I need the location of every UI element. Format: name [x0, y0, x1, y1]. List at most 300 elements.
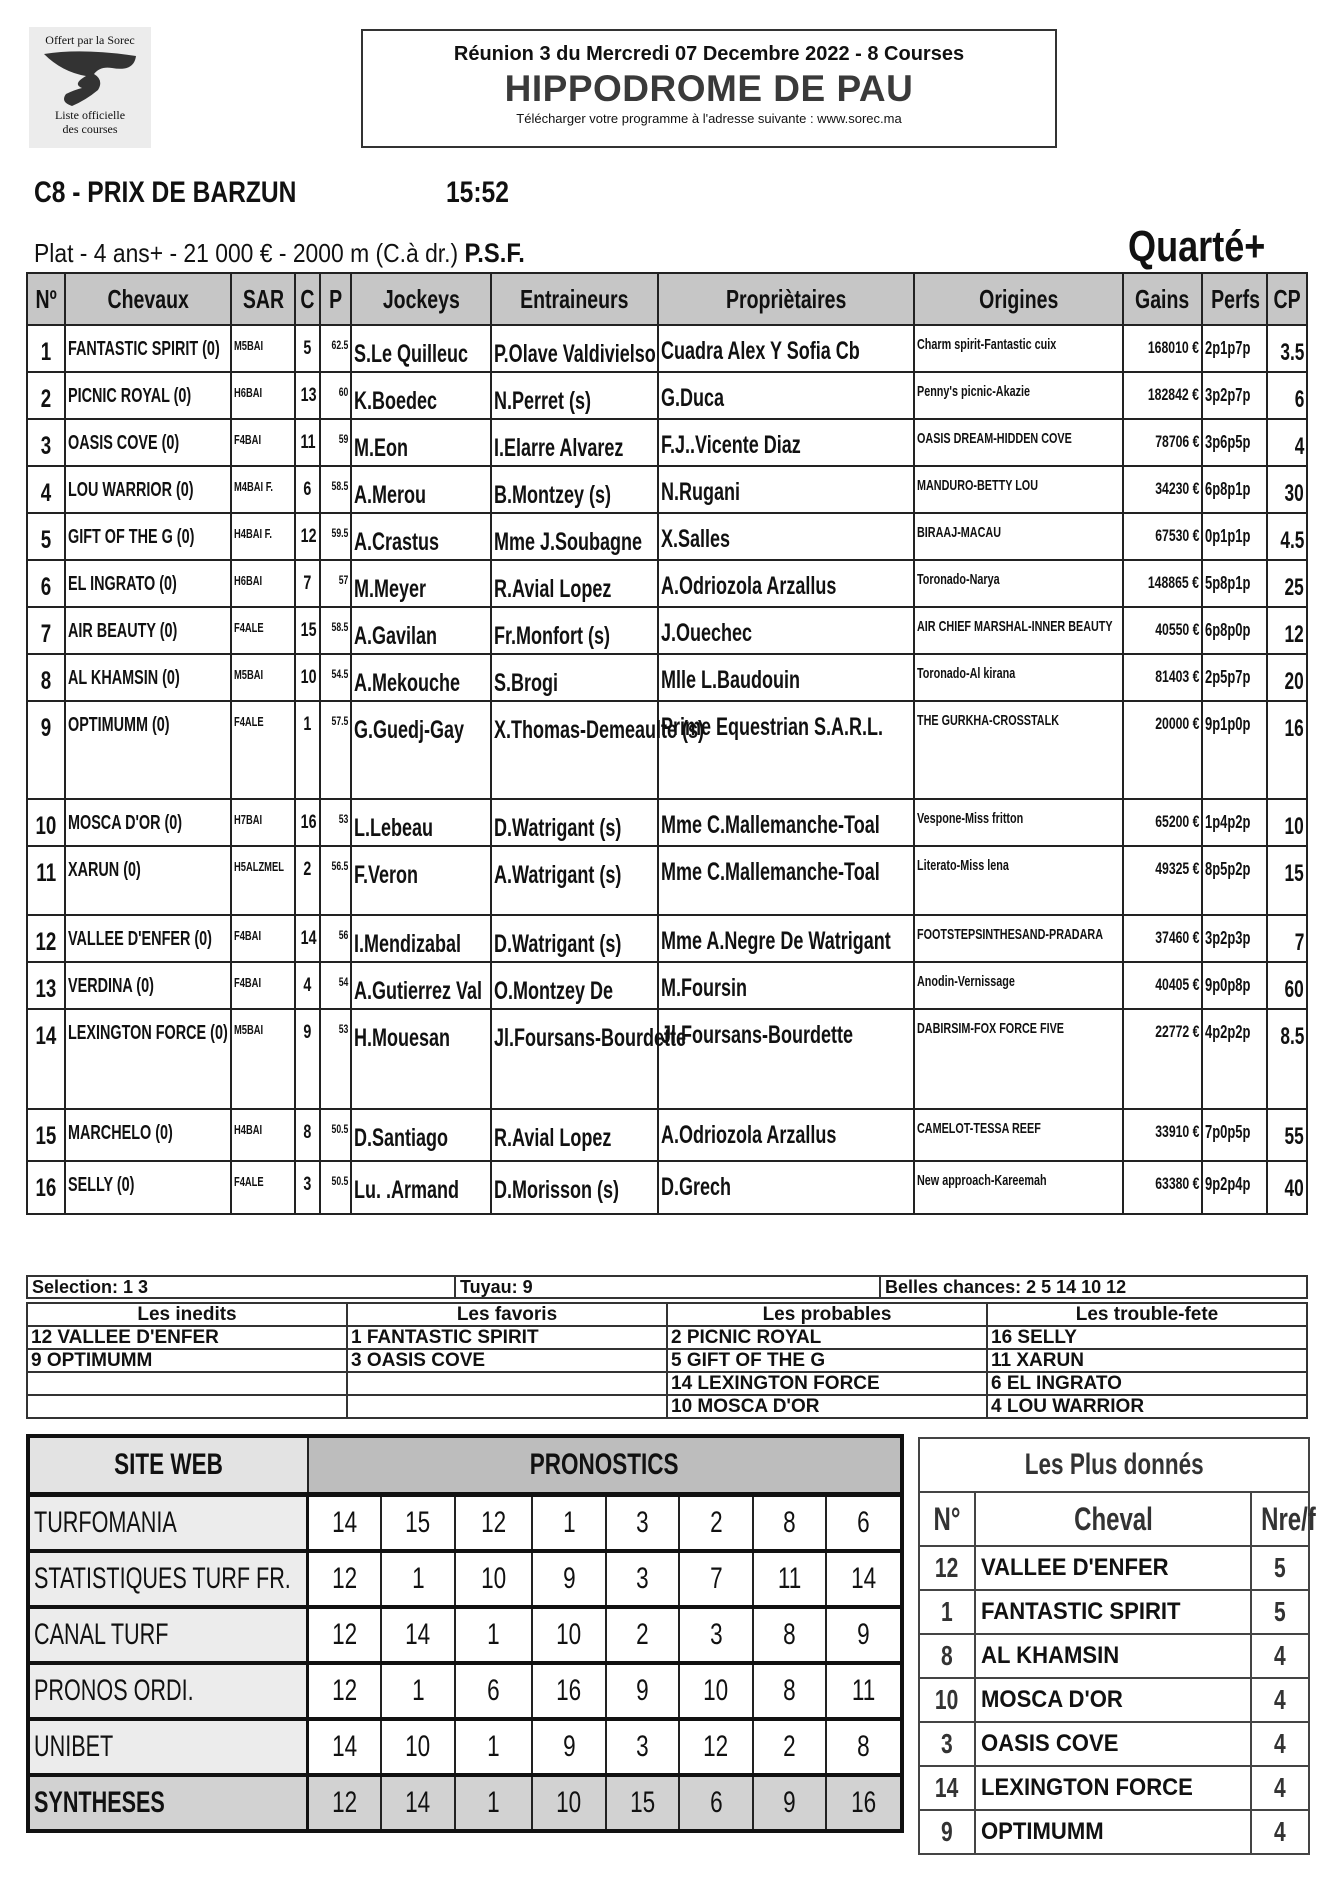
site-name: UNIBET: [28, 1719, 308, 1775]
category-inedits: Les inedits: [27, 1303, 347, 1326]
col-header-entraineurs: Entraineurs: [491, 273, 658, 325]
plus-count: 4: [1251, 1810, 1309, 1854]
pick: 8: [753, 1607, 826, 1663]
performances: 6p8p1p: [1202, 466, 1267, 513]
track-condition: P.S.F.: [464, 238, 525, 268]
pick: 3: [679, 1607, 752, 1663]
horse-name: AIR BEAUTY (0): [65, 607, 231, 654]
jockey-name: A.Crastus: [351, 513, 491, 560]
category-cell: 16 SELLY: [987, 1326, 1307, 1349]
trainer-name: P.Olave Valdivielso: [491, 325, 658, 372]
runner-row: [27, 1109, 1307, 1161]
sar-value: M5BAI: [231, 1009, 295, 1109]
categories-table: [26, 1302, 1308, 1419]
performances: 9p0p8p: [1202, 962, 1267, 1009]
plus-horse: FANTASTIC SPIRIT: [975, 1590, 1251, 1634]
horse-name: OASIS COVE (0): [65, 419, 231, 466]
horse-name: FANTASTIC SPIRIT (0): [65, 325, 231, 372]
corde-value: 15: [295, 607, 320, 654]
earnings: 40550 €: [1123, 607, 1202, 654]
performances: 6p8p0p: [1202, 607, 1267, 654]
horse-name: AL KHAMSIN (0): [65, 654, 231, 701]
logo-bottom-text-2: des courses: [62, 122, 118, 136]
runner-number: 9: [27, 701, 65, 799]
corde-value: 7: [295, 560, 320, 607]
categories-row: [27, 1349, 1307, 1372]
category-cell: 9 OPTIMUMM: [27, 1349, 347, 1372]
course-time: 15:52: [446, 176, 509, 209]
jockey-name: L.Lebeau: [351, 799, 491, 846]
odds-cp: 4.5: [1267, 513, 1307, 560]
odds-cp: 40: [1267, 1161, 1307, 1214]
owner-name: Mlle L.Baudouin: [658, 654, 914, 701]
jockey-name: A.Mekouche: [351, 654, 491, 701]
earnings: 20000 €: [1123, 701, 1202, 799]
horse-name: OPTIMUMM (0): [65, 701, 231, 799]
horse-name: MARCHELO (0): [65, 1109, 231, 1161]
weight-value: 62.5: [320, 325, 351, 372]
trainer-name: B.Montzey (s): [491, 466, 658, 513]
performances: 8p5p2p: [1202, 846, 1267, 915]
horse-name: EL INGRATO (0): [65, 560, 231, 607]
pick: 12: [455, 1495, 533, 1552]
corde-value: 8: [295, 1109, 320, 1161]
performances: 3p2p7p: [1202, 372, 1267, 419]
owner-name: Mme C.Mallemanche-Toal: [658, 846, 914, 915]
odds-cp: 25: [1267, 560, 1307, 607]
jockey-name: K.Boedec: [351, 372, 491, 419]
horse-name: MOSCA D'OR (0): [65, 799, 231, 846]
pick: 3: [606, 1551, 679, 1607]
performances: 3p2p3p: [1202, 915, 1267, 962]
origins: OASIS DREAM-HIDDEN COVE: [914, 419, 1123, 466]
runner-number: 2: [27, 372, 65, 419]
earnings: 67530 €: [1123, 513, 1202, 560]
pick: 2: [753, 1719, 826, 1775]
sar-value: F4BAI: [231, 962, 295, 1009]
jockey-name: A.Gavilan: [351, 607, 491, 654]
categories-row: [27, 1326, 1307, 1349]
course-info: [34, 238, 525, 269]
weight-value: 59.5: [320, 513, 351, 560]
col-header-origines: Origines: [914, 273, 1123, 325]
sorec-logo: [29, 27, 151, 148]
plus-col-nref: Nre/f: [1251, 1492, 1309, 1546]
earnings: 40405 €: [1123, 962, 1202, 1009]
category-cell: 4 LOU WARRIOR: [987, 1395, 1307, 1418]
pronostic-row: [28, 1607, 902, 1663]
trainer-name: D.Watrigant (s): [491, 799, 658, 846]
plus-horse: OPTIMUMM: [975, 1810, 1251, 1854]
jockey-name: M.Meyer: [351, 560, 491, 607]
plus-count: 4: [1251, 1634, 1309, 1678]
runner-row: [27, 962, 1307, 1009]
runner-number: 6: [27, 560, 65, 607]
trainer-name: D.Watrigant (s): [491, 915, 658, 962]
horse-name: LEXINGTON FORCE (0): [65, 1009, 231, 1109]
pick: 9: [532, 1719, 605, 1775]
pronostic-row: [28, 1551, 902, 1607]
weight-value: 54: [320, 962, 351, 1009]
horse-name: VERDINA (0): [65, 962, 231, 1009]
sar-value: F4BAI: [231, 915, 295, 962]
owner-name: J.Ouechec: [658, 607, 914, 654]
category-cell: [347, 1372, 667, 1395]
origins: Vespone-Miss fritton: [914, 799, 1123, 846]
performances: 0p1p1p: [1202, 513, 1267, 560]
runner-number: 11: [27, 846, 65, 915]
plus-horse: AL KHAMSIN: [975, 1634, 1251, 1678]
plus-col-no: N°: [919, 1492, 975, 1546]
selection-text: Selection: 1 3: [27, 1276, 455, 1298]
pick: 14: [381, 1607, 454, 1663]
trainer-name: S.Brogi: [491, 654, 658, 701]
pick: 8: [753, 1663, 826, 1719]
corde-value: 2: [295, 846, 320, 915]
owner-name: G.Duca: [658, 372, 914, 419]
odds-cp: 3.5: [1267, 325, 1307, 372]
corde-value: 9: [295, 1009, 320, 1109]
pick: 11: [826, 1663, 902, 1719]
trainer-name: A.Watrigant (s): [491, 846, 658, 915]
pick: 12: [308, 1663, 381, 1719]
runner-row: [27, 372, 1307, 419]
pronostics-table: [26, 1434, 904, 1833]
runner-row: [27, 1009, 1307, 1109]
bet-type: Quarté+: [1128, 222, 1266, 271]
corde-value: 11: [295, 419, 320, 466]
runners-table: [26, 272, 1308, 1215]
performances: 2p1p7p: [1202, 325, 1267, 372]
pick: 9: [753, 1775, 826, 1831]
jockey-name: Lu. .Armand: [351, 1161, 491, 1214]
trainer-name: Mme J.Soubagne: [491, 513, 658, 560]
performances: 3p6p5p: [1202, 419, 1267, 466]
odds-cp: 10: [1267, 799, 1307, 846]
horse-name: PICNIC ROYAL (0): [65, 372, 231, 419]
origins: MANDURO-BETTY LOU: [914, 466, 1123, 513]
weight-value: 54.5: [320, 654, 351, 701]
col-header-c: C: [295, 273, 320, 325]
col-header-sar: SAR: [231, 273, 295, 325]
plus-number: 10: [919, 1678, 975, 1722]
weight-value: 50.5: [320, 1161, 351, 1214]
performances: 2p5p7p: [1202, 654, 1267, 701]
pick: 12: [308, 1551, 381, 1607]
logo-bottom-text-1: Liste officielle: [54, 108, 126, 122]
category-cell: 14 LEXINGTON FORCE: [667, 1372, 987, 1395]
pronostic-row: [28, 1775, 902, 1831]
odds-cp: 16: [1267, 701, 1307, 799]
runner-number: 3: [27, 419, 65, 466]
plus-number: 3: [919, 1722, 975, 1766]
site-name: TURFOMANIA: [28, 1495, 308, 1552]
table-header-row: [27, 273, 1307, 325]
origins: New approach-Kareemah: [914, 1161, 1123, 1214]
pick: 10: [381, 1719, 454, 1775]
odds-cp: 15: [1267, 846, 1307, 915]
weight-value: 58.5: [320, 607, 351, 654]
weight-value: 59: [320, 419, 351, 466]
origins: FOOTSTEPSINTHESAND-PRADARA: [914, 915, 1123, 962]
pronostic-row: [28, 1495, 902, 1552]
plus-number: 9: [919, 1810, 975, 1854]
owner-name: A.Odriozola Arzallus: [658, 560, 914, 607]
pick: 15: [381, 1495, 454, 1552]
corde-value: 5: [295, 325, 320, 372]
category-cell: [27, 1395, 347, 1418]
plus-number: 12: [919, 1546, 975, 1590]
col-header-no: Nº: [27, 273, 65, 325]
origins: Penny's picnic-Akazie: [914, 372, 1123, 419]
weight-value: 56: [320, 915, 351, 962]
categories-row: [27, 1395, 1307, 1418]
runner-row: [27, 560, 1307, 607]
runner-number: 14: [27, 1009, 65, 1109]
runner-row: [27, 466, 1307, 513]
categories-header-row: [27, 1303, 1307, 1326]
horse-name: LOU WARRIOR (0): [65, 466, 231, 513]
trainer-name: O.Montzey De: [491, 962, 658, 1009]
jockey-name: H.Mouesan: [351, 1009, 491, 1109]
plus-donnes-row: [919, 1766, 1309, 1810]
corde-value: 6: [295, 466, 320, 513]
pick: 6: [826, 1495, 902, 1552]
trainer-name: R.Avial Lopez: [491, 1109, 658, 1161]
jockey-name: A.Merou: [351, 466, 491, 513]
sar-value: H6BAI: [231, 560, 295, 607]
odds-cp: 6: [1267, 372, 1307, 419]
trainer-name: I.Elarre Alvarez: [491, 419, 658, 466]
plus-horse: OASIS COVE: [975, 1722, 1251, 1766]
trainer-name: Jl.Foursans-Bourdette: [491, 1009, 658, 1109]
pick: 10: [679, 1663, 752, 1719]
sar-value: H5ALZMEL: [231, 846, 295, 915]
pick: 1: [455, 1719, 533, 1775]
performances: 1p4p2p: [1202, 799, 1267, 846]
owner-name: D.Grech: [658, 1161, 914, 1214]
plus-count: 4: [1251, 1722, 1309, 1766]
jockey-name: A.Gutierrez Val: [351, 962, 491, 1009]
sar-value: M5BAI: [231, 325, 295, 372]
origins: CAMELOT-TESSA REEF: [914, 1109, 1123, 1161]
earnings: 65200 €: [1123, 799, 1202, 846]
belles-chances-text: Belles chances: 2 5 14 10 12: [880, 1276, 1307, 1298]
performances: 4p2p2p: [1202, 1009, 1267, 1109]
sar-value: H7BAI: [231, 799, 295, 846]
category-favoris: Les favoris: [347, 1303, 667, 1326]
performances: 9p1p0p: [1202, 701, 1267, 799]
category-cell: 6 EL INGRATO: [987, 1372, 1307, 1395]
pick: 9: [606, 1663, 679, 1719]
jockey-name: I.Mendizabal: [351, 915, 491, 962]
earnings: 22772 €: [1123, 1009, 1202, 1109]
horse-name: SELLY (0): [65, 1161, 231, 1214]
plus-donnes-title: Les Plus donnés: [919, 1438, 1309, 1492]
plus-donnes-row: [919, 1722, 1309, 1766]
pick: 8: [753, 1495, 826, 1552]
corde-value: 4: [295, 962, 320, 1009]
course-conditions: Plat - 4 ans+ - 21 000 € - 2000 m (C.à dr.): [34, 238, 459, 268]
odds-cp: 60: [1267, 962, 1307, 1009]
category-cell: 5 GIFT OF THE G: [667, 1349, 987, 1372]
runner-row: [27, 915, 1307, 962]
plus-donnes-row: [919, 1546, 1309, 1590]
col-header-chevaux: Chevaux: [65, 273, 231, 325]
runner-number: 16: [27, 1161, 65, 1214]
corde-value: 1: [295, 701, 320, 799]
runner-row: [27, 513, 1307, 560]
weight-value: 57: [320, 560, 351, 607]
weight-value: 60: [320, 372, 351, 419]
horse-name: XARUN (0): [65, 846, 231, 915]
runner-row: [27, 1161, 1307, 1214]
earnings: 148865 €: [1123, 560, 1202, 607]
pronostic-row: [28, 1719, 902, 1775]
runner-row: [27, 325, 1307, 372]
pick: 10: [532, 1775, 605, 1831]
pick: 2: [606, 1607, 679, 1663]
site-web-header: SITE WEB: [28, 1436, 308, 1495]
owner-name: N.Rugani: [658, 466, 914, 513]
category-cell: [27, 1372, 347, 1395]
sar-value: H6BAI: [231, 372, 295, 419]
pick: 3: [606, 1719, 679, 1775]
pick: 2: [679, 1495, 752, 1552]
pick: 8: [826, 1719, 902, 1775]
owner-name: F.J..Vicente Diaz: [658, 419, 914, 466]
weight-value: 57.5: [320, 701, 351, 799]
runner-number: 13: [27, 962, 65, 1009]
plus-number: 1: [919, 1590, 975, 1634]
pick: 14: [381, 1775, 454, 1831]
performances: 9p2p4p: [1202, 1161, 1267, 1214]
pick: 16: [826, 1775, 902, 1831]
earnings: 168010 €: [1123, 325, 1202, 372]
weight-value: 53: [320, 1009, 351, 1109]
jockey-name: D.Santiago: [351, 1109, 491, 1161]
origins: Charm spirit-Fantastic cuix: [914, 325, 1123, 372]
pick: 15: [606, 1775, 679, 1831]
runner-row: [27, 419, 1307, 466]
runner-number: 1: [27, 325, 65, 372]
pick: 9: [532, 1551, 605, 1607]
runner-number: 12: [27, 915, 65, 962]
owner-name: Prime Equestrian S.A.R.L.: [658, 701, 914, 799]
performances: 5p8p1p: [1202, 560, 1267, 607]
earnings: 49325 €: [1123, 846, 1202, 915]
pick: 11: [753, 1551, 826, 1607]
jockey-name: G.Guedj-Gay: [351, 701, 491, 799]
col-header-perfs: Perfs: [1202, 273, 1267, 325]
runner-number: 15: [27, 1109, 65, 1161]
col-header-cp: CP: [1267, 273, 1307, 325]
pick: 14: [308, 1719, 381, 1775]
site-name: PRONOS ORDI.: [28, 1663, 308, 1719]
runner-number: 8: [27, 654, 65, 701]
owner-name: Mme A.Negre De Watrigant: [658, 915, 914, 962]
runner-row: [27, 701, 1307, 799]
plus-count: 5: [1251, 1590, 1309, 1634]
corde-value: 16: [295, 799, 320, 846]
trainer-name: N.Perret (s): [491, 372, 658, 419]
col-header-p: P: [320, 273, 351, 325]
download-note: Télécharger votre programme à l'adresse suivante : www.sorec.ma: [516, 111, 902, 126]
category-cell: 12 VALLEE D'ENFER: [27, 1326, 347, 1349]
plus-count: 4: [1251, 1678, 1309, 1722]
pick: 1: [455, 1607, 533, 1663]
pick: 1: [381, 1551, 454, 1607]
owner-name: M.Foursin: [658, 962, 914, 1009]
trainer-name: D.Morisson (s): [491, 1161, 658, 1214]
pick: 6: [455, 1663, 533, 1719]
origins: Toronado-Al kirana: [914, 654, 1123, 701]
course-title: C8 - PRIX DE BARZUN: [34, 176, 297, 209]
pronostic-row: [28, 1663, 902, 1719]
origins: Literato-Miss lena: [914, 846, 1123, 915]
plus-count: 5: [1251, 1546, 1309, 1590]
pick: 14: [308, 1495, 381, 1552]
odds-cp: 30: [1267, 466, 1307, 513]
pick: 1: [455, 1775, 533, 1831]
pick: 9: [826, 1607, 902, 1663]
origins: BIRAAJ-MACAU: [914, 513, 1123, 560]
origins: THE GURKHA-CROSSTALK: [914, 701, 1123, 799]
category-probables: Les probables: [667, 1303, 987, 1326]
category-cell: 1 FANTASTIC SPIRIT: [347, 1326, 667, 1349]
corde-value: 3: [295, 1161, 320, 1214]
col-header-gains: Gains: [1123, 273, 1202, 325]
category-cell: [347, 1395, 667, 1418]
plus-number: 14: [919, 1766, 975, 1810]
horse-name: GIFT OF THE G (0): [65, 513, 231, 560]
reunion-title: Réunion 3 du Mercredi 07 Decembre 2022 - 8 Courses: [453, 43, 965, 65]
pick: 1: [532, 1495, 605, 1552]
plus-horse: LEXINGTON FORCE: [975, 1766, 1251, 1810]
odds-cp: 55: [1267, 1109, 1307, 1161]
earnings: 34230 €: [1123, 466, 1202, 513]
horse-name: VALLEE D'ENFER (0): [65, 915, 231, 962]
col-header-jockeys: Jockeys: [351, 273, 491, 325]
sar-value: F4ALE: [231, 607, 295, 654]
odds-cp: 20: [1267, 654, 1307, 701]
runner-row: [27, 799, 1307, 846]
owner-name: X.Salles: [658, 513, 914, 560]
origins: AIR CHIEF MARSHAL-INNER BEAUTY: [914, 607, 1123, 654]
plus-donnes-row: [919, 1678, 1309, 1722]
runner-row: [27, 607, 1307, 654]
weight-value: 50.5: [320, 1109, 351, 1161]
pick: 12: [308, 1607, 381, 1663]
category-cell: 2 PICNIC ROYAL: [667, 1326, 987, 1349]
runner-number: 10: [27, 799, 65, 846]
pick: 10: [455, 1551, 533, 1607]
runner-number: 7: [27, 607, 65, 654]
corde-value: 13: [295, 372, 320, 419]
plus-donnes-row: [919, 1590, 1309, 1634]
corde-value: 14: [295, 915, 320, 962]
runner-number: 4: [27, 466, 65, 513]
site-name: SYNTHESES: [28, 1775, 308, 1831]
meeting-header: [361, 29, 1057, 148]
plus-horse: MOSCA D'OR: [975, 1678, 1251, 1722]
trainer-name: R.Avial Lopez: [491, 560, 658, 607]
pick: 16: [532, 1663, 605, 1719]
col-header-proprietaires: Propriètaires: [658, 273, 914, 325]
earnings: 182842 €: [1123, 372, 1202, 419]
plus-donnes-row: [919, 1810, 1309, 1854]
category-cell: 10 MOSCA D'OR: [667, 1395, 987, 1418]
